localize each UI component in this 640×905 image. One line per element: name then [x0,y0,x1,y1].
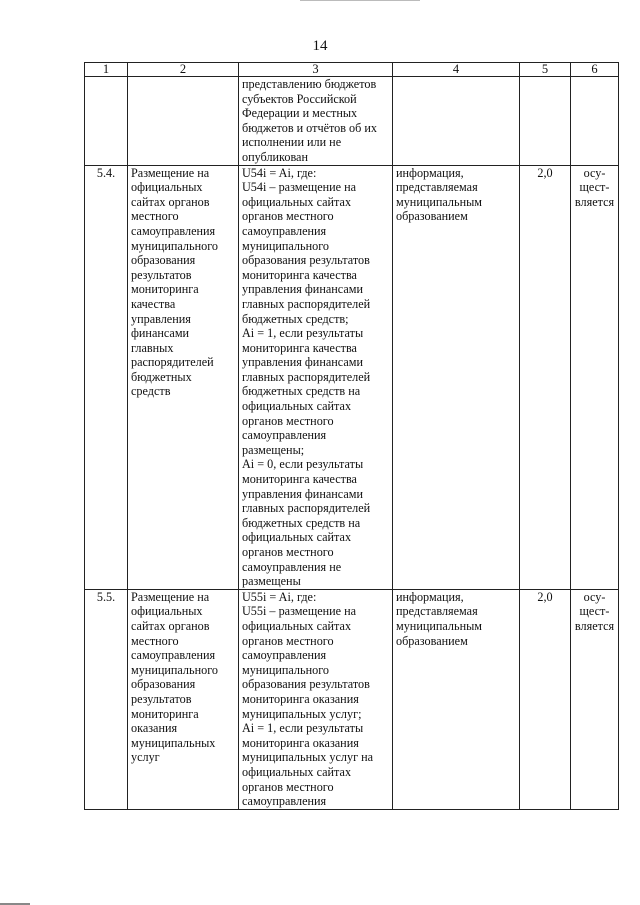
text-line: вляется [574,618,615,633]
indicator-name [128,589,239,809]
indicator-name [128,165,239,589]
text-line: органов местного [242,209,334,224]
text-line: официальных [131,604,203,619]
text-line: размещены [242,574,301,589]
header-col-5: 5 [520,63,571,77]
text-line: оказания [131,721,178,736]
text-line: главных распорядителей [242,501,371,516]
text-line: мониторинга качества [242,472,357,487]
text-line: муниципальных услуг на [242,750,374,765]
cont-formula [239,77,393,166]
text-line: качества [131,296,176,311]
text-line: образования результатов [242,253,370,268]
text-line: самоуправления [242,223,327,238]
text-line: опубликован [242,149,308,164]
text-line: образования [131,677,196,692]
text-line: исполнении или не [242,135,342,150]
data-source [393,589,520,809]
cont-weight [520,77,571,166]
text-line: бюджетных [131,369,192,384]
page-number: 14 [312,38,328,54]
text-line: местного [131,633,179,648]
text-line: финансами [131,326,190,341]
scan-artifact-top [300,0,420,1]
text-line: мониторинга качества [242,267,357,282]
text-line: муниципального [131,238,218,253]
text-line: органов местного [242,779,334,794]
data-source [393,165,520,589]
table-row [85,165,619,589]
text-line: управления финансами [242,282,363,297]
text-line: официальных сайтах [242,399,352,414]
text-line: органов местного [242,633,334,648]
text-line: самоуправления [242,428,327,443]
text-line: услуг [131,750,160,765]
cont-source [393,77,520,166]
text-line: субъектов Российской [242,91,357,106]
text-line: главных распорядителей [242,296,371,311]
text-line: муниципальным [396,194,482,209]
text-line: официальных сайтах [242,618,352,633]
indicator-formula [239,589,393,809]
text-line: Ai = 0, если результаты [242,457,364,472]
text-line: муниципального [131,662,218,677]
text-line: официальных сайтах [242,764,352,779]
text-line: представляемая [396,604,478,619]
text-line: органов местного [242,545,334,559]
text-line: U55i – размещение на [242,604,357,619]
header-col-3: 3 [239,63,393,77]
text-line: осу- [583,165,606,180]
text-line: вляется [574,194,615,209]
text-line: сайтах органов [131,618,210,633]
text-line: информация, [396,589,464,604]
text-line: самоуправления [242,794,327,809]
text-line: муниципального [242,238,329,253]
text-line: Ai = 1, если результаты [242,721,364,736]
text-line: главных [131,340,174,355]
text-line: мониторинга оказания [242,691,359,706]
text-line: представляемая [396,180,478,195]
cont-name [128,77,239,166]
text-line: распорядителей [131,355,214,370]
text-line: U54i – размещение на [242,180,357,195]
text-line: управления финансами [242,486,363,501]
text-line: сайтах органов [131,194,210,209]
text-line: информация, [396,165,464,180]
text-line: представлению бюджетов [242,77,377,91]
text-line: Федерации и местных [242,106,358,121]
text-line: муниципальных [131,735,216,750]
cont-status [571,77,619,166]
text-line: результатов [131,267,192,282]
text-line: муниципальных услуг; [242,706,362,721]
text-line: результатов [131,691,192,706]
text-line: главных распорядителей [242,369,371,384]
text-line: официальных сайтах [242,530,352,545]
text-line: щест- [579,180,610,195]
text-line: бюджетных средств на [242,384,361,399]
text-line: бюджетов и отчётов об их [242,120,378,135]
text-line: муниципальным [396,618,482,633]
text-line: мониторинга [131,706,199,721]
text-line: органов местного [242,413,334,428]
indicator-status [571,589,619,809]
text-line: мониторинга качества [242,340,357,355]
text-line: самоуправления [131,223,216,238]
text-line: управления [131,311,191,326]
text-line: средств [131,384,171,399]
table-header-row [85,63,619,77]
text-line: бюджетных средств на [242,515,361,530]
table-row-continuation [85,77,619,166]
document-table [84,62,619,810]
text-line: самоуправления [242,648,327,663]
text-line: образованием [396,633,468,648]
text-line: U55i = Ai, где: [242,589,317,604]
text-line: самоуправления не [242,559,342,574]
indicator-weight: 2,0 [520,589,571,809]
text-line: образования [131,253,196,268]
text-line: U54i = Ai, где: [242,165,317,180]
text-line: Ai = 1, если результаты [242,326,364,341]
text-line: мониторинга оказания [242,735,359,750]
text-line: официальных сайтах [242,194,352,209]
header-col-6: 6 [571,63,619,77]
text-line: официальных [131,180,203,195]
text-line: Размещение на [131,165,210,180]
text-line: щест- [579,604,610,619]
text-line: управления финансами [242,355,363,370]
header-col-2: 2 [128,63,239,77]
text-line: муниципального [242,662,329,677]
text-line: мониторинга [131,282,199,297]
indicator-status [571,165,619,589]
row-number: 5.5. [85,589,128,809]
header-col-1: 1 [85,63,128,77]
cont-num [85,77,128,166]
text-line: самоуправления [131,648,216,663]
header-col-4: 4 [393,63,520,77]
row-number: 5.4. [85,165,128,589]
indicator-weight: 2,0 [520,165,571,589]
table-row [85,589,619,809]
text-line: местного [131,209,179,224]
text-line: образования результатов [242,677,370,692]
text-line: образованием [396,209,468,224]
text-line: осу- [583,589,606,604]
text-line: размещены; [242,442,305,457]
text-line: Размещение на [131,589,210,604]
indicator-formula [239,165,393,589]
text-line: бюджетных средств; [242,311,349,326]
